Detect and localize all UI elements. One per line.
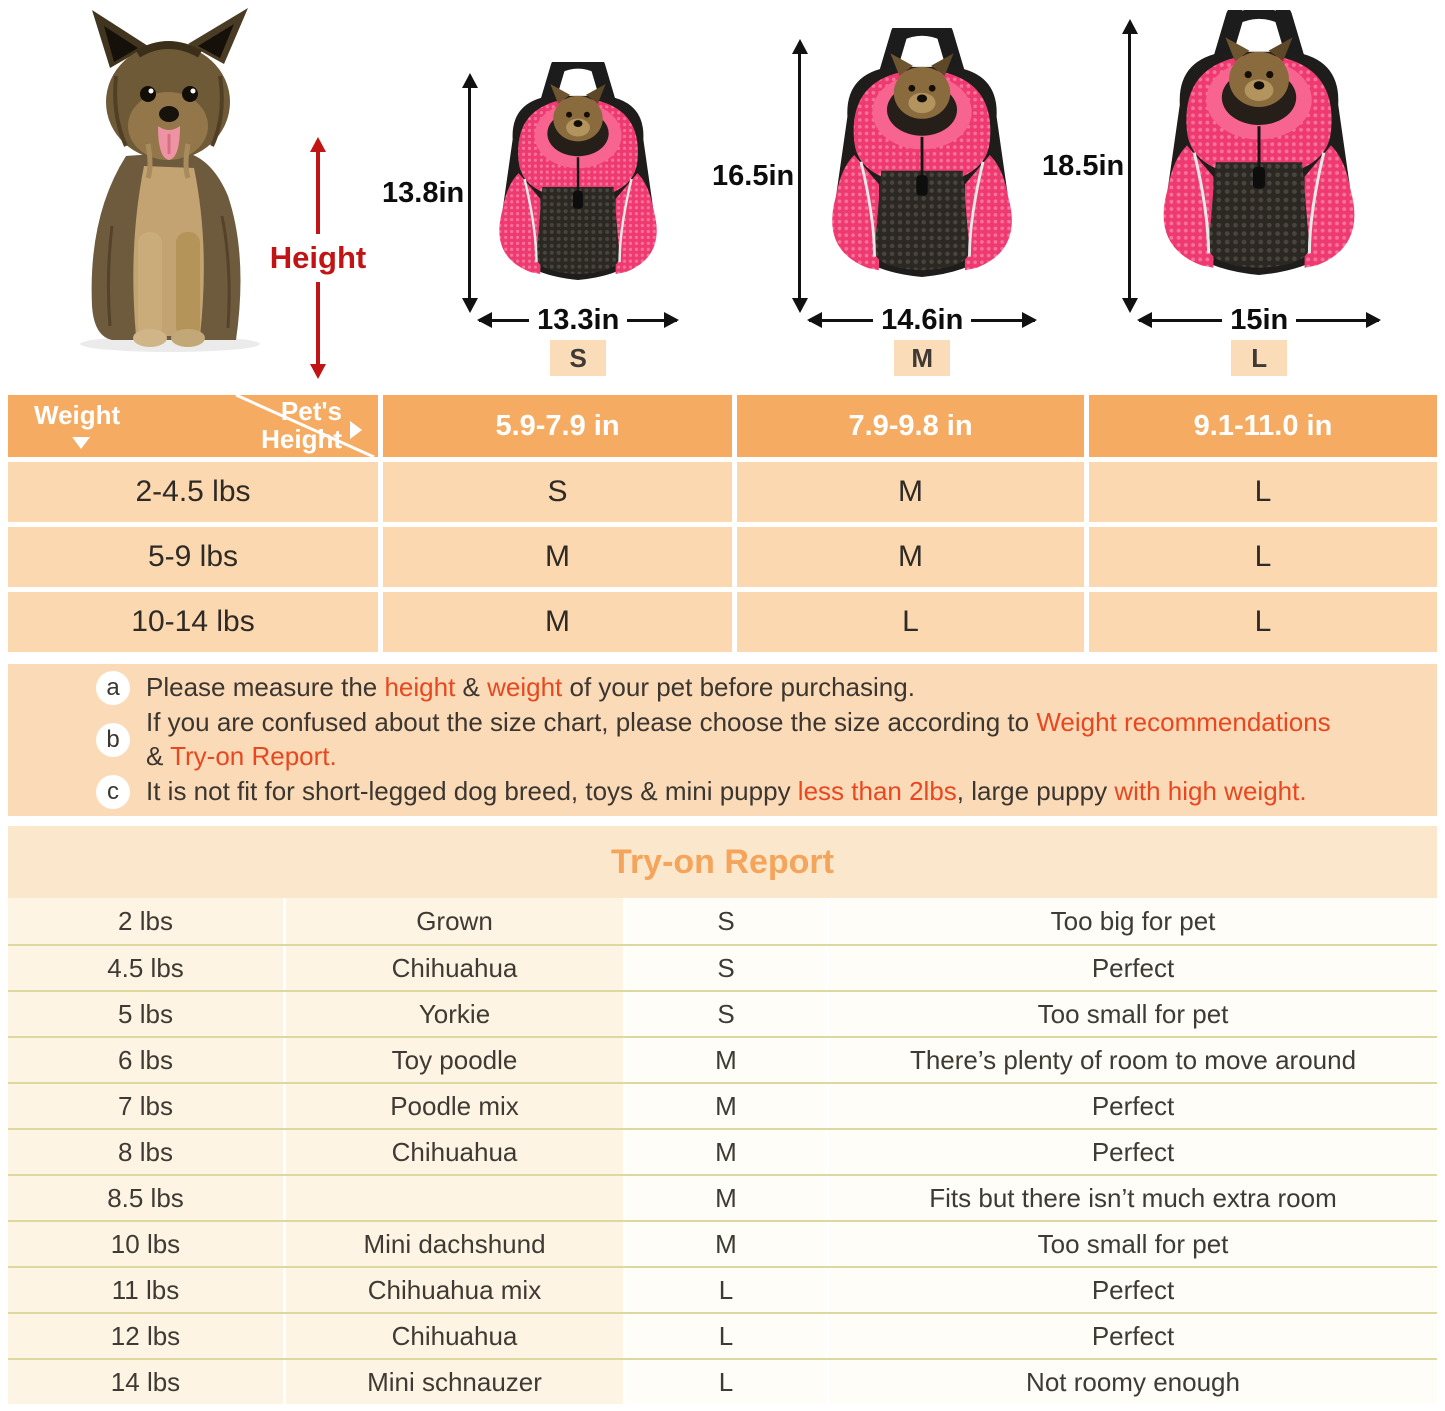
tryon-weight: 11 lbs [8,1268,283,1312]
tryon-weight: 12 lbs [8,1314,283,1358]
size-value: S [383,462,732,522]
weight-range: 10-14 lbs [8,592,378,652]
m-width-value: 14.6in [881,303,964,336]
tryon-size: L [626,1268,826,1312]
size-value: L [1089,462,1437,522]
backpack-size-l [1042,10,1379,376]
size-value: M [737,527,1084,587]
measure-arrow-icon [798,52,801,300]
tryon-breed [286,1176,623,1220]
tryon-size: L [626,1314,826,1358]
tryon-size: S [626,992,826,1036]
backpack-m-illustration [809,28,1035,300]
width-arrow-icon [809,319,873,322]
s-height-value: 13.8in [382,176,465,209]
tryon-size: M [626,1222,826,1266]
note-c-text: It is not fit for short-legged dog breed, toys & mini puppy less than 2lbs, large puppy with high weight. [146,775,1307,806]
tryon-report-rows [8,898,1437,1404]
s-width-value: 13.3in [537,303,620,336]
backpack-s-illustration [479,62,677,300]
tryon-size: M [626,1176,826,1220]
tryon-weight: 4.5 lbs [8,946,283,990]
tryon-breed: Chihuahua [286,1130,623,1174]
s-width-measure [479,303,677,336]
l-height-measure [1042,32,1131,300]
l-width-value: 15in [1230,303,1289,336]
tryon-size: M [626,1038,826,1082]
note-b [96,706,1423,774]
weight-axis-arrow-icon [72,437,90,449]
tryon-comment: Too big for pet [829,898,1437,944]
tryon-row [8,944,1437,990]
size-value: L [737,592,1084,652]
tryon-size: L [626,1360,826,1404]
backpack-size-m [712,28,1035,376]
tryon-row [8,1312,1437,1358]
weight-range: 5-9 lbs [8,527,378,587]
tryon-row [8,1266,1437,1312]
size-badge-l: L [1231,340,1287,376]
size-value: M [737,462,1084,522]
note-c [96,775,1423,809]
note-a-text: Please measure the height & weight of your pet before purchasing. [146,672,915,703]
size-chart-table [8,395,1437,652]
tryon-row [8,1036,1437,1082]
tryon-breed: Chihuahua mix [286,1268,623,1312]
yorkie-photo [52,6,287,356]
tryon-breed: Poodle mix [286,1084,623,1128]
column-header: 9.1-11.0 in [1089,395,1437,457]
tryon-size: M [626,1084,826,1128]
tryon-breed: Grown [286,898,623,944]
tryon-row [8,1220,1437,1266]
tryon-comment: Perfect [829,946,1437,990]
weight-range: 2-4.5 lbs [8,462,378,522]
note-b-text: If you are confused about the size chart, please choose the size according to Weight recommendations & Try-on Report. [146,707,1331,771]
width-arrow-icon [1296,319,1379,322]
note-a [96,671,1423,705]
pet-height-axis-arrow-icon [350,421,362,439]
tryon-comment: Not roomy enough [829,1360,1437,1404]
tryon-size: S [626,946,826,990]
tryon-row [8,990,1437,1036]
tryon-row [8,1082,1437,1128]
tryon-size: M [626,1130,826,1174]
m-height-measure [712,52,801,300]
tryon-breed: Yorkie [286,992,623,1036]
pet-height-axis-label: Pet's Height [261,396,342,454]
tryon-comment: Too small for pet [829,1222,1437,1266]
tryon-comment: Too small for pet [829,992,1437,1036]
tryon-comment: Perfect [829,1314,1437,1358]
tryon-row [8,1128,1437,1174]
tryon-comment: Perfect [829,1130,1437,1174]
note-badge-b: b [96,723,130,757]
tryon-weight: 5 lbs [8,992,283,1036]
width-arrow-icon [971,319,1035,322]
note-badge-c: c [96,775,130,809]
backpack-l-illustration [1139,10,1379,300]
tryon-breed: Toy poodle [286,1038,623,1082]
tryon-row [8,1174,1437,1220]
tryon-row [8,1358,1437,1404]
weight-axis-label: Weight [34,400,121,430]
backpack-size-s [382,62,677,376]
tryon-breed: Mini schnauzer [286,1360,623,1404]
size-value: L [1089,592,1437,652]
m-width-measure [809,303,1035,336]
measure-arrow-icon [1128,32,1131,300]
tryon-report-title: Try-on Report [611,842,834,881]
tryon-size: S [626,898,826,944]
tryon-breed: Chihuahua [286,1314,623,1358]
m-height-value: 16.5in [712,159,795,192]
tryon-report-section [8,826,1437,1411]
column-header: 7.9-9.8 in [737,395,1084,457]
size-chart-corner-cell [8,395,378,457]
size-badge-s: S [550,340,606,376]
size-value: M [383,592,732,652]
size-value: M [383,527,732,587]
note-badge-a: a [96,671,130,705]
notes-panel [8,664,1437,816]
l-width-measure [1139,303,1379,336]
tryon-report-header [8,826,1437,898]
tryon-weight: 8.5 lbs [8,1176,283,1220]
column-header: 5.9-7.9 in [383,395,732,457]
width-arrow-icon [627,319,677,322]
tryon-comment: There’s plenty of room to move around [829,1038,1437,1082]
tryon-weight: 14 lbs [8,1360,283,1404]
height-label: Height [268,234,368,282]
tryon-breed: Mini dachshund [286,1222,623,1266]
s-height-measure [382,86,471,300]
width-arrow-icon [1139,319,1222,322]
l-height-value: 18.5in [1042,149,1125,182]
tryon-breed: Chihuahua [286,946,623,990]
tryon-weight: 2 lbs [8,898,283,944]
tryon-row [8,898,1437,944]
tryon-weight: 6 lbs [8,1038,283,1082]
tryon-weight: 7 lbs [8,1084,283,1128]
tryon-weight: 10 lbs [8,1222,283,1266]
size-value: L [1089,527,1437,587]
tryon-comment: Fits but there isn’t much extra room [829,1176,1437,1220]
tryon-comment: Perfect [829,1268,1437,1312]
pet-height-measure [269,150,367,366]
tryon-comment: Perfect [829,1084,1437,1128]
width-arrow-icon [479,319,529,322]
measure-arrow-icon [468,86,471,300]
hero-section [0,0,1445,392]
tryon-weight: 8 lbs [8,1130,283,1174]
size-badge-m: M [894,340,950,376]
